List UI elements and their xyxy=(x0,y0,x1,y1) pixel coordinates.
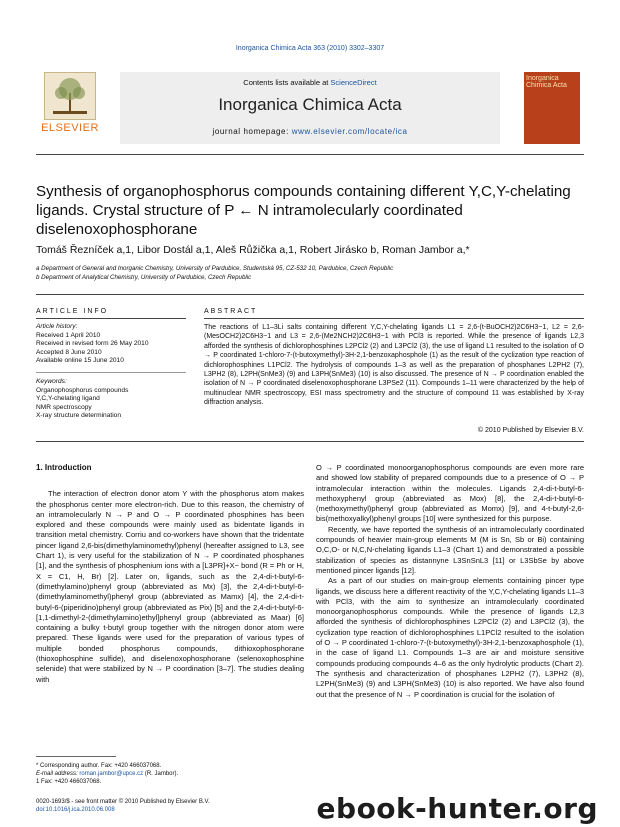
journal-reference[interactable]: Inorganica Chimica Acta 363 (2010) 3302–3307 xyxy=(235,45,385,52)
paragraph: As a part of our studies on main-group elements containing pincer type ligands, we discuss here a different reactivity of the Y,C,Y-chelating ligands L1–3 with PCl3, with the aim to synthesize an intramolecularly coordinated monoorganophosphorus compounds. While the presence of ligands L2,3 afforded the synthesis of dichlorophosphines L2PCl2 (2) and L3PCl2 (3), the cyclization type reaction of dichlorophosphines L1PCl2 resulted to the isolation of O → P coordinated 1-chloro-7-(t-butoxymethyl)-3H-2,1-benzoxaphosphole (1), in the case of ligand L1. Compounds 1–3 are air and moisture sensitive compounds producing compounds 4–6 as the only hydrolytic products (Chart 2). The synthesis and characterization of phosphanes L2PH2 (7), L3PH2 (8), L2PH(SnMe3) (9) and L3PH(SnMe3) (10) is also reported. We have also found out that the presence of N → P coordination is crucial for the isolation of xyxy=(316,576,584,699)
keywords-rule xyxy=(36,372,186,373)
contents-line xyxy=(120,78,500,87)
issn-line: 0020-1693/$ - see front matter © 2010 Published by Elsevier B.V. xyxy=(36,799,210,805)
history-item: Available online 15 June 2010 xyxy=(36,357,124,365)
email-suffix: (R. Jambor). xyxy=(143,771,179,777)
homepage-line xyxy=(120,127,500,136)
cover-title: Inorganica Chimica Acta xyxy=(526,75,567,89)
article-info-heading: ARTICLE INFO xyxy=(36,308,109,315)
copyright: © 2010 Published by Elsevier B.V. xyxy=(477,427,584,434)
info-rule xyxy=(36,318,186,319)
publisher-name: ELSEVIER xyxy=(41,122,99,134)
keywords xyxy=(36,378,186,421)
body-left-column xyxy=(36,463,304,685)
fax-footnote: 1 Fax: +420 466037068. xyxy=(36,779,102,785)
affiliation-a: a Department of General and Inorganic Chemistry, University of Pardubice, Studentská 95, CZ-532 10, Pardubice, Czech Republic xyxy=(36,265,394,272)
issn-block xyxy=(36,798,286,814)
corresponding-author: * Corresponding author. Fax: +420 466037068. xyxy=(36,763,162,769)
paragraph: The interaction of electron donor atom Y with the phosphorus atom makes the phosphorus center more electron-rich. Due to this reason, the chemistry of an intramolecularly N → P and O → P coordinated phosphines has been explored and these compounds were mainly used as bidentate ligands in transition metal chemistry. Corriu and co-workers have shown that the tridentate pincer ligand 2,6-bis(dimethylaminomethyl)phenyl (hereafter assigned to L3, see Chart 1), is very useful for the stabilization of N → P coordinated phosphanes [1], and the synthesis of phosphenium ions with a [L3PR]+X− bond (R = Ph or H, X = C1, H, Br) [2]. Later on, ligands, such as the 2,4-di-t-butyl-6-(dimethylamino)phenyl group (abbreviated as Mx) [3], the 2,4-di-t-butyl-6-(dimethylaminomethyl)phenyl group (abbreviated as Mamx) [4], the 2,4-di-t-butyl-6-(piperidino)phenyl group (abbreviated as Pix) [5] and the 2,4-di-t-butyl-6-[1,1-dimethyl-2-(dimethylamino)ethyl]phenyl group (abbreviated as Maar) [6] containing a bulky t-butyl group together with the nitrogen donor atom were prepared. These ligands were used for the preparation of various types of multiple bonded phosphorus compounds, dithioxophosphorane (thioxophosphine sulfide), and diselenoxophosphorane (selenoxophosphine selenide) that were stabilized by N → P coordination [3–7]. The studies dealing with xyxy=(36,489,304,684)
abstract-text: The reactions of L1–3Li salts containing different Y,C,Y-chelating ligands L1 = 2,6-(t-BuOCH2)2C6H3−1, L2 = 2,6-(MesOCH2)2C6H3−1 and L3 = 2,6-(Me2NCH2)2C6H3−1 with PCl3 is reported. While the presence of ligands L2,3 afforded the synthesis of dichlorophosphines L2PCl2 (2) and L3PCl2 (3), the use of ligand L1 resulted to the isolation of O → P coordinated 1-chloro-7-(t-butoxymethyl)-3H-2,1-benzoxaphosphole (1) as the result of the cyclization type reaction of dichlorophosphines L1PCl2. The hydrolysis of compounds 1–3 as well as the preparation of phosphanes L2PH2 (7), L3PH2 (8), L2PH(SnMe3) (9) and L3PH(SnMe3) (10) is also discussed. The presence of N → P coordination enabled the isolation of N → P coordinated diselenoxophosphorane L3PSe2 (11). Compounds 1–11 were characterized by the help of multinuclear NMR spectroscopy, ESI mass spectrometry and the structure of compound 11 was established by X-ray diffraction analysis. xyxy=(204,324,584,407)
masthead-rule xyxy=(36,154,584,155)
journal-title: Inorganica Chimica Acta xyxy=(218,95,402,114)
article-history xyxy=(36,323,186,366)
keyword-item: X-ray structure determination xyxy=(36,412,122,420)
keywords-heading: Keywords: xyxy=(36,378,67,385)
history-item: Accepted 8 June 2010 xyxy=(36,348,102,356)
history-heading: Article history: xyxy=(36,323,78,330)
paragraph: O → P coordinated monoorganophosphorus compounds are even more rare and showed low stability of prepared compounds due to a presence of O → P intramolecular interaction within the molecules. Ligands 2,4-di-t-butyl-6-methoxyphenyl group (abbreviated as Mox) [8], the 2,4-di-t-butyl-6-(methoxymethyl)phenyl group (abbreviated as Momx) [9], and 4-t-butyl-2,6-bis(methoxyalkyl)phenyl groups [10] were synthesized for this purpose. xyxy=(316,463,584,524)
journal-cover xyxy=(524,72,580,144)
author-list: Tomáš Řezníček a,1, Libor Dostál a,1, Aleš Růžička a,1, Robert Jirásko b, Roman Jambor a,* xyxy=(36,244,470,256)
history-item: Received in revised form 26 May 2010 xyxy=(36,340,149,348)
abstract-bottom-rule xyxy=(36,441,584,442)
abstract-rule xyxy=(204,318,584,319)
watermark: ebook-hunter.org xyxy=(316,792,598,825)
elsevier-tree-icon xyxy=(44,72,96,120)
contents-prefix: Contents lists available at xyxy=(243,78,331,87)
elsevier-logo xyxy=(40,72,100,142)
footnote-rule xyxy=(36,756,116,757)
email-link[interactable]: roman.jambor@upce.cz xyxy=(79,771,144,777)
email-line xyxy=(36,770,286,778)
masthead xyxy=(40,72,580,150)
history-item: Received 1 April 2010 xyxy=(36,331,101,339)
section-heading: 1. Introduction xyxy=(36,463,92,472)
footnotes xyxy=(36,762,286,786)
paragraph: Recently, we have reported the synthesis of an intramolecularly coordinated compounds of heavier main-group elements M (M is Sn, Sb or Bi) containing O,C,O- or N,C,N-chelating ligands L1–3 (Chart 1) and demonstrated a possible stabilization of species as distannyne L3SnSnL3 [11] or L3SbSe by above mentioned pincer ligands [12]. xyxy=(316,524,584,575)
keyword-item: Organophosphorus compounds xyxy=(36,386,129,394)
body-right-column xyxy=(316,463,584,700)
article-title: Synthesis of organophosphorus compounds containing different Y,C,Y-chelating ligands. Crystal structure of P ← N intramolecularly coordinated diselenoxophosphorane xyxy=(36,183,571,238)
sciencedirect-link[interactable]: ScienceDirect xyxy=(330,78,377,87)
homepage-prefix: journal homepage: xyxy=(212,127,292,136)
doi-link[interactable]: doi:10.1016/j.ica.2010.06.008 xyxy=(36,807,115,813)
affiliation-b: b Department of Analytical Chemistry, University of Pardubice, Czech Republic xyxy=(36,274,252,281)
email-label: E-mail address: xyxy=(36,771,80,777)
keyword-item: Y,C,Y-chelating ligand xyxy=(36,395,100,403)
masthead-banner xyxy=(120,72,500,144)
affiliation-rule xyxy=(36,294,584,295)
homepage-link[interactable]: www.elsevier.com/locate/ica xyxy=(291,127,408,136)
abstract-heading: ABSTRACT xyxy=(204,308,258,315)
keyword-item: NMR spectroscopy xyxy=(36,403,92,411)
